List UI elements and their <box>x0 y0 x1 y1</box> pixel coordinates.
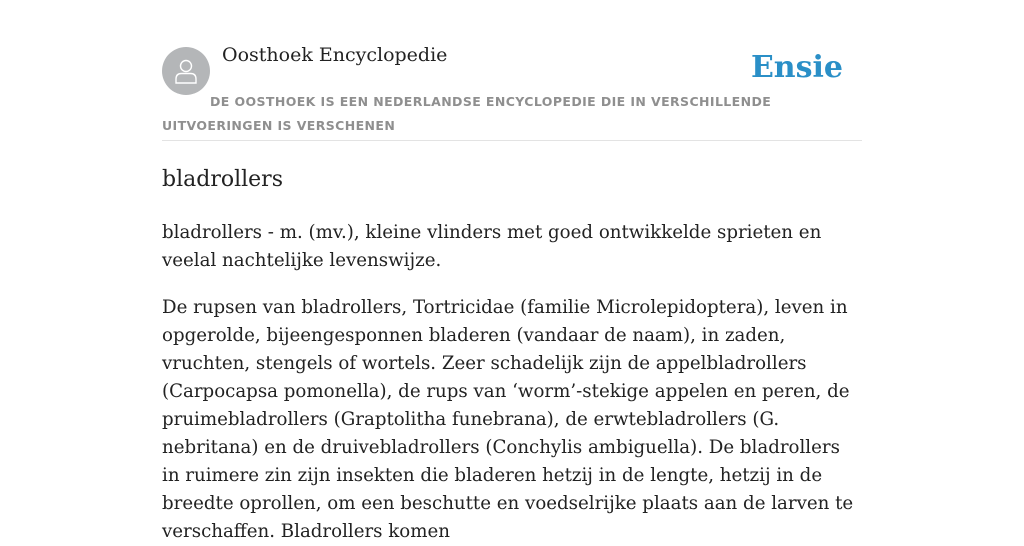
source-avatar[interactable] <box>162 47 210 95</box>
entry-paragraph-definition: bladrollers - m. (mv.), kleine vlinders met goed ontwikkelde sprieten en veelal nachtelijke levenswijze. <box>162 222 822 271</box>
entry-title: bladrollers <box>162 167 283 192</box>
source-title-link[interactable]: Oosthoek Encyclopedie <box>222 44 448 66</box>
entry-paragraph-body: De rupsen van bladrollers, Tortricidae (familie Microlepidoptera), leven in opgerolde, bijeengesponnen bladeren (vandaar de naam), in zaden, vruchten, stengels of wortels. Zeer schadelijk zijn de appelbladrollers (Carpocapsa pomonella), de rups van ‘worm’-stekige appelen en peren, de pruimebladrollers (Graptolitha funebrana), de erwtebladrollers (G. nebritana) en de druivebladrollers (Conchylis ambiguella). De bladrollers in ruimere zin zijn insekten die bladeren hetzij in de lengte, hetzij in de breedte oprollen, om een beschutte en voedselrijke plaats aan de larven te verschaffen. Bladrollers komen <box>162 297 854 542</box>
page <box>162 0 862 546</box>
ensie-logo[interactable]: Ensie <box>750 50 843 85</box>
user-icon <box>171 56 201 86</box>
source-header <box>162 0 862 141</box>
source-description: DE OOSTHOEK IS EEN NEDERLANDSE ENCYCLOPEDIE DIE IN VERSCHILLENDE UITVOERINGEN IS VERSCHENEN <box>162 94 772 133</box>
